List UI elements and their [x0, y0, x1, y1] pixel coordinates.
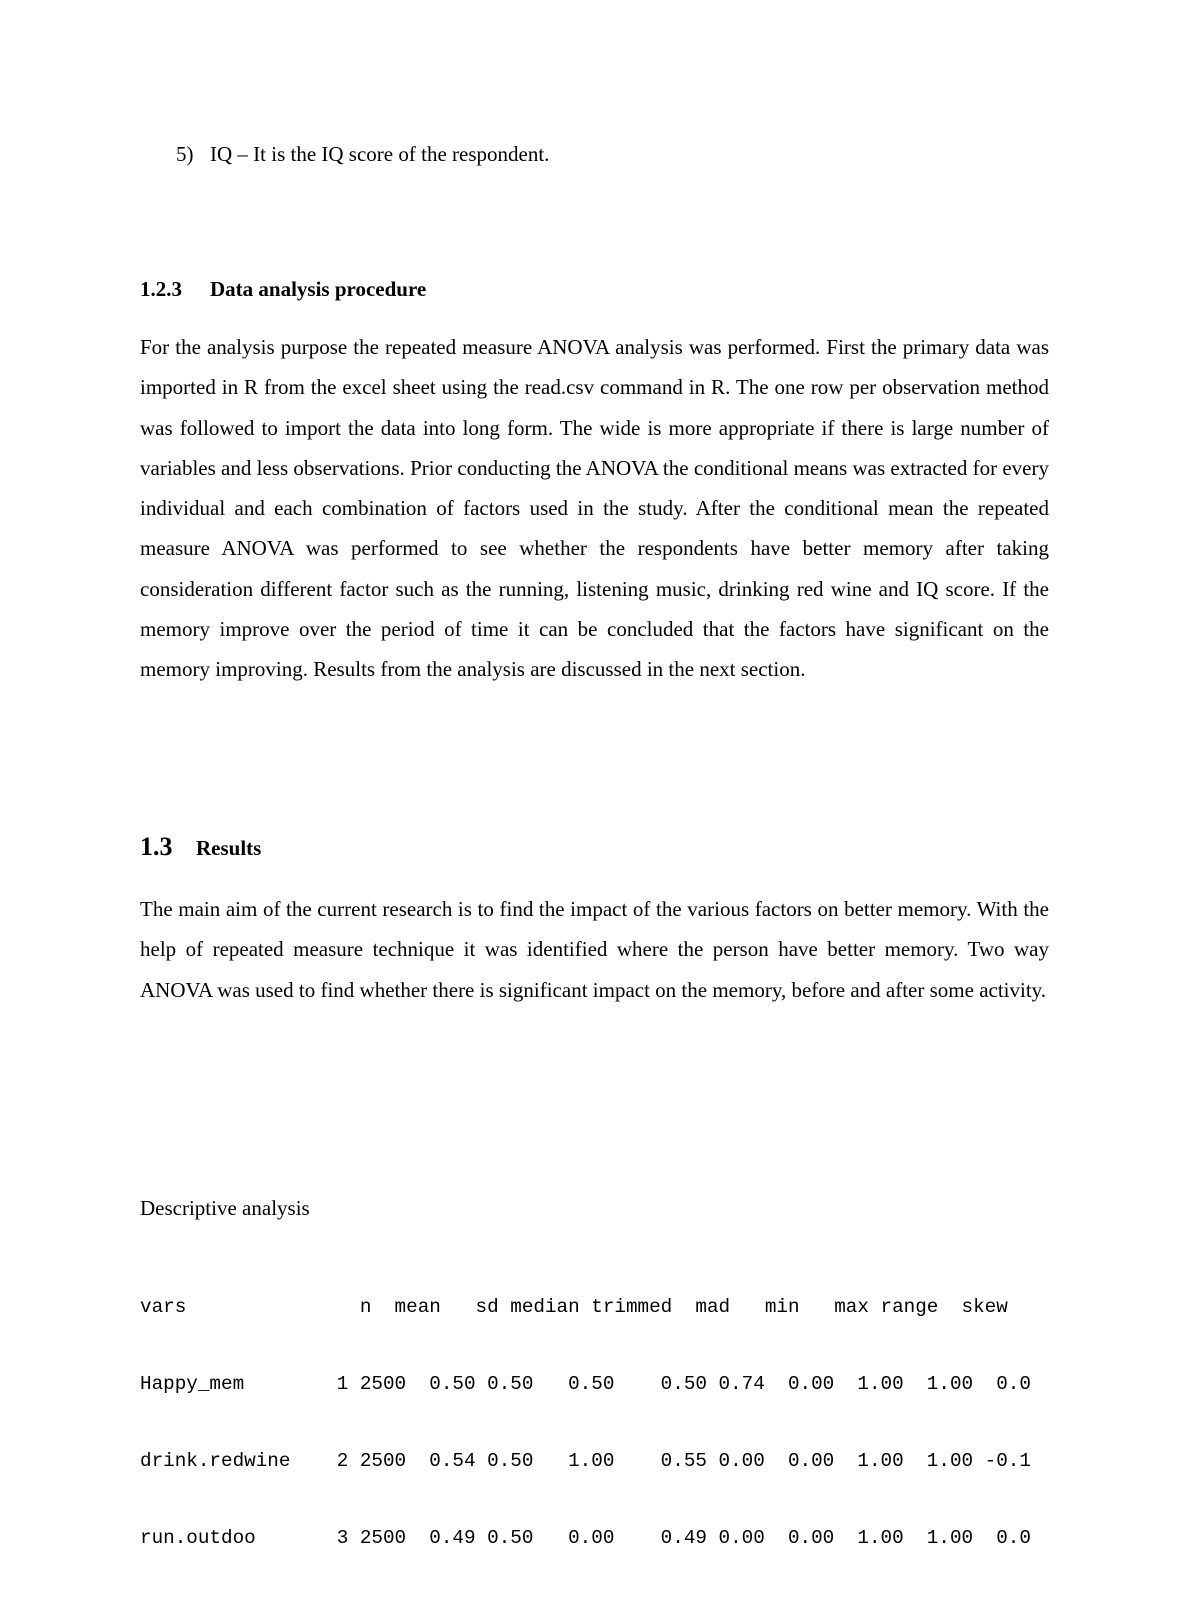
- section-title: Results: [196, 836, 262, 860]
- stats-row-text: drink.redwine 2 2500 0.54 0.50 1.00 0.55 0.00 0.00 1.00 1.00 -0.1: [140, 1450, 1031, 1472]
- paragraph-results: The main aim of the current research is to find the impact of the various factors on better memory. With the help of repeated measure technique it was identified where the person have better memory. Two way ANOVA was used to find whether there is significant impact on the memory, before and after some activity.: [140, 897, 1049, 1002]
- descriptive-stats-output: [140, 1252, 1031, 1604]
- stats-row: [140, 1527, 1031, 1560]
- stats-header: vars n mean sd median trimmed mad min max range skew: [140, 1296, 1008, 1318]
- stats-header-row: [140, 1296, 1031, 1329]
- list-item-iq: [176, 141, 549, 167]
- descriptive-analysis-label: Descriptive analysis: [140, 1196, 310, 1220]
- section-title: Data analysis procedure: [210, 277, 427, 301]
- paragraph-data-analysis: For the analysis purpose the repeated measure ANOVA analysis was performed. First the primary data was imported in R from the excel sheet using the read.csv command in R. The one row per observation method was followed to import the data into long form. The wide is more appropriate if there is large number of variables and less observations. Prior conducting the ANOVA the conditional means was extracted for every individual and each combination of factors used in the study. After the conditional mean the repeated measure ANOVA was performed to see whether the respondents have better memory after taking consideration different factor such as the running, listening music, drinking red wine and IQ score. If the memory improve over the period of time it can be concluded that the factors have significant on the memory improving. Results from the analysis are discussed in the next section.: [140, 335, 1049, 682]
- list-item-number: 5): [176, 142, 194, 166]
- section-heading-results: [140, 831, 261, 867]
- list-item-text: IQ – It is the IQ score of the respondent.: [210, 142, 550, 166]
- section-number: 1.3: [140, 832, 173, 861]
- stats-row-text: Happy_mem 1 2500 0.50 0.50 0.50 0.50 0.74 0.00 1.00 1.00 0.0: [140, 1373, 1031, 1395]
- stats-row: [140, 1373, 1031, 1406]
- section-heading-data-analysis: [140, 276, 426, 302]
- stats-row-text: run.outdoo 3 2500 0.49 0.50 0.00 0.49 0.00 0.00 1.00 1.00 0.0: [140, 1527, 1031, 1549]
- section-number: 1.2.3: [140, 277, 182, 301]
- stats-row: [140, 1450, 1031, 1483]
